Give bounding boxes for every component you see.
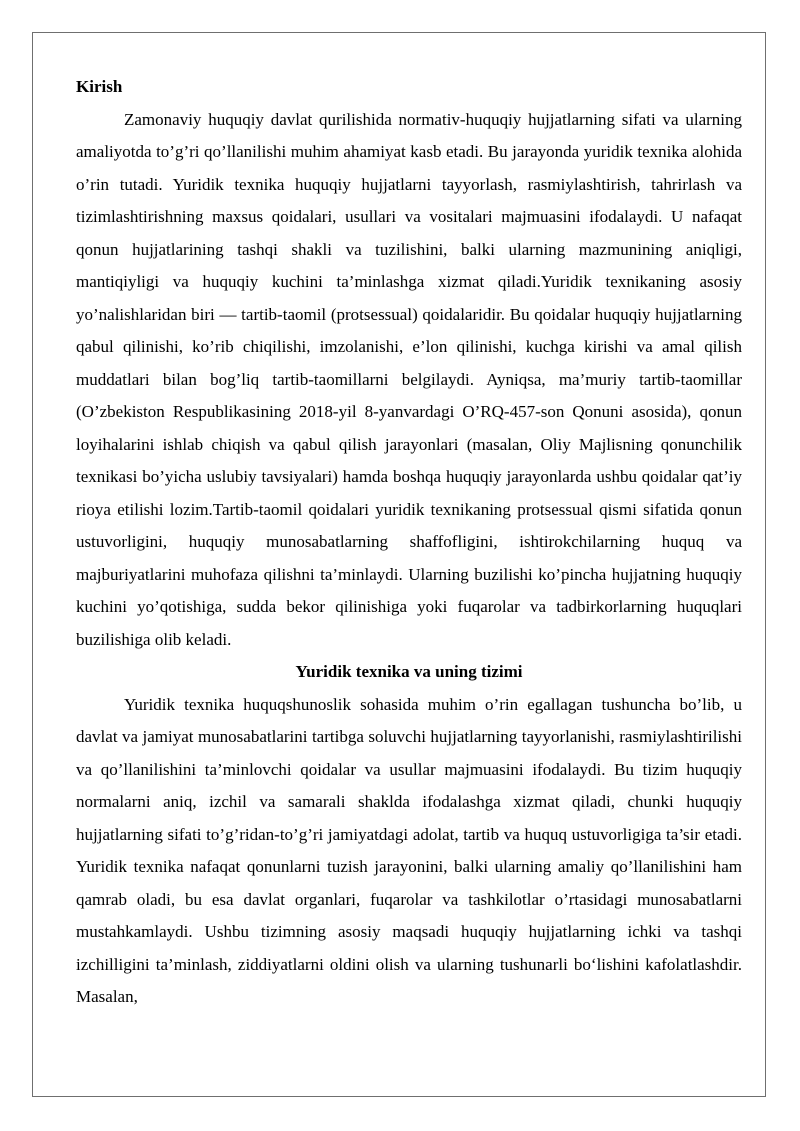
introduction-paragraph: Zamonaviy huquqiy davlat qurilishida normativ-huquqiy hujjatlarning sifati va ularning amaliyotda to’g’ri qo’llanilishi muhim ahamiyat kasb etadi. Bu jarayonda yuridik texnika alohida o’rin tutadi. Yuridik texnika huquqiy hujjatlarni tayyorlash, rasmiylashtirish, tahrirlash va tizimlashtirishning maxsus qoidalari, usullari va vositalari majmuasini ifodalaydi. U nafaqat qonun hujjatlarining tashqi shakli va tuzilishini, balki ularning mazmunining aniqligi, mantiqiyligi va huquqiy kuchini ta’minlashga xizmat qiladi.Yuridik texnikaning asosiy yo’nalishlaridan biri — tartib-taomil (protsessual) qoidalaridir. Bu qoidalar huquqiy hujjatlarning qabul qilinishi, ko’rib chiqilishi, imzolanishi, e’lon qilinishi, kuchga kirishi va amal qilish muddatlari bilan bog’liq tartib-taomillarni belgilaydi. Ayniqsa, ma’muriy tartib-taomillar (O’zbekiston Respublikasining 2018-yil 8-yanvardagi O’RQ-457-son Qonuni asosida), qonun loyihalarini ishlab chiqish va qabul qilish jarayonlari (masalan, Oliy Majlisning qonunchilik texnikasi bo’yicha uslubiy tavsiyalari) hamda boshqa huquqiy jarayonlarda ushbu qoidalar qat’iy rioya etilishi lozim.Tartib-taomil qoidalari yuridik texnikaning protsessual qismi sifatida qonun ustuvorligini, huquqiy munosabatlarning shaffofligini, ishtirokchilarning huquq va majburiyatlarini muhofaza qilishni ta’minlaydi. Ularning buzilishi ko’pincha hujjatning huquqiy kuchini yo’qotishiga, sudda bekor qilinishiga yoki fuqarolar va tadbirkorlarning huquqlari buzilishiga olib keladi.: [76, 109, 742, 649]
section-heading-introduction: Kirish: [76, 77, 123, 96]
document-body: [76, 71, 742, 1014]
section-heading-legal-technique: Yuridik texnika va uning tizimi: [295, 662, 523, 681]
legal-technique-paragraph: Yuridik texnika huquqshunoslik sohasida muhim o’rin egallagan tushuncha bo’lib, u davlat va jamiyat munosabatlarini tartibga soluvchi hujjatlarning tayyorlanishi, rasmiylashtirilishi va qo’llanilishini ta’minlovchi qoidalar va usullar majmuasini ifodalaydi. Bu tizim huquqiy normalarni aniq, izchil va samarali shaklda ifodalashga xizmat qiladi, chunki huquqiy hujjatlarning sifati to’g’ridan-to’g’ri jamiyatdagi adolat, tartib va huquq ustuvorligiga ta’sir etadi. Yuridik texnika nafaqat qonunlarni tuzish jarayonini, balki ularning amaliy qo’llanilishini ham qamrab oladi, bu esa davlat organlari, fuqarolar va tashkilotlar o’rtasidagi munosabatlarni mustahkamlaydi. Ushbu tizimning asosiy maqsadi huquqiy hujjatlarning ichki va tashqi izchilligini ta’minlash, ziddiyatlarni oldini olish va ularning tushunarli bo‘lishini kafolatlashdir. Masalan,: [76, 694, 742, 1006]
